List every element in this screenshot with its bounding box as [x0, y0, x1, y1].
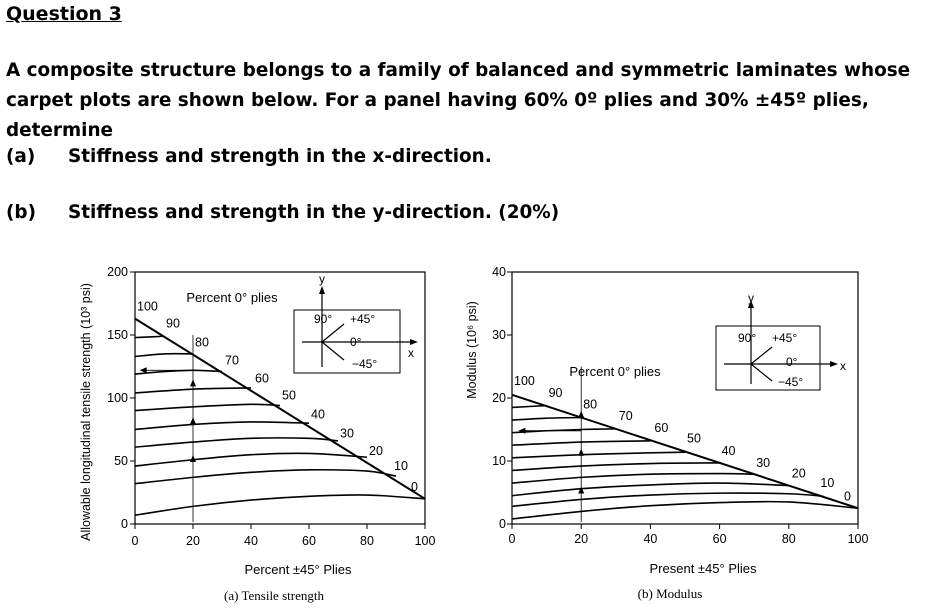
up-arrow-icon [578, 449, 584, 456]
series-curve-80 [135, 354, 193, 357]
chart-caption: (a) Tensile strength [224, 588, 324, 603]
percent-zero-label: 30 [340, 426, 354, 441]
envelope-line [512, 395, 858, 508]
x-tick-label: 80 [781, 532, 796, 546]
inset-title: Percent 0° plies [186, 290, 278, 305]
series-curve-20 [135, 453, 367, 466]
series-curve-30 [135, 438, 338, 447]
up-arrow-icon [578, 487, 584, 494]
inset-p45-label: +45° [772, 331, 798, 345]
item-b-text: Stiffness and strength in the y-direction. (20%) [68, 202, 560, 223]
percent-zero-label: 70 [225, 353, 239, 368]
x-tick-label: 100 [414, 534, 436, 548]
x-tick-label: 100 [847, 532, 869, 546]
inset-box [716, 326, 820, 390]
y-tick-label: 50 [114, 454, 128, 468]
series-curve-80 [512, 418, 581, 421]
question-heading: Question 3 [6, 3, 122, 25]
item-b-label: (b) [6, 202, 36, 223]
up-arrow-icon [190, 379, 196, 386]
inset-90-label: 90° [738, 331, 757, 345]
ply-orientation-inset [716, 291, 846, 390]
percent-zero-label: 0 [411, 479, 418, 494]
percent-zero-label: 90 [548, 386, 563, 401]
series-curve-40 [135, 422, 309, 430]
inset-m45-label: −45° [778, 375, 804, 389]
x-tick-label: 80 [360, 534, 374, 548]
y-tick-label: 0 [121, 517, 128, 531]
inset-x-label: x [840, 359, 846, 373]
inset-0-label: 0° [350, 335, 362, 349]
y-tick-label: 20 [492, 391, 506, 405]
up-arrow-icon [190, 417, 196, 424]
chart-caption: (b) Modulus [637, 586, 703, 601]
percent-zero-label: 50 [282, 388, 296, 403]
y-axis-label: Modulus (10⁶ psi) [465, 301, 479, 399]
percent-zero-label: 60 [255, 371, 269, 386]
question-intro: A composite structure belongs to a family of balanced and symmetric laminates whose carpet plots are shown below. For a panel having 60% 0º plies and 30% ±45º plies, determine [6, 60, 911, 141]
percent-zero-label: 50 [687, 431, 701, 446]
percent-zero-label: 10 [394, 458, 408, 473]
series-curve-90 [135, 336, 164, 337]
item-a-text: Stiffness and strength in the x-direction. [68, 146, 492, 167]
series-curve-50 [512, 452, 685, 458]
up-arrow-icon [190, 455, 196, 462]
x-arrowhead-icon [830, 361, 838, 367]
x-tick-label: 20 [574, 532, 589, 546]
y-axis-label: Allowable longitudinal tensile strength (10³ psi) [79, 283, 93, 541]
inset-y-label: y [748, 291, 754, 305]
percent-zero-label: 60 [654, 421, 669, 436]
percent-zero-label: 100 [137, 299, 158, 314]
inset-title: Percent 0° plies [569, 364, 661, 379]
plot-frame [512, 272, 858, 524]
percent-zero-label: 10 [820, 475, 835, 490]
percent-zero-label: 20 [369, 443, 383, 458]
series-curve-50 [135, 404, 280, 410]
x-tick-label: 20 [186, 534, 200, 548]
series-curve-0 [512, 502, 858, 519]
inset-0-label: 0° [786, 355, 798, 369]
data-curves [512, 395, 858, 519]
percent-zero-label: 80 [195, 335, 209, 350]
y-tick-label: 200 [107, 265, 128, 279]
y-tick-label: 100 [107, 391, 128, 405]
percent-zero-label: 90 [166, 316, 180, 331]
x-arrowhead-icon [410, 339, 418, 345]
percent-zero-label: 20 [791, 466, 806, 481]
percent-zero-label: 0 [844, 489, 851, 504]
y-tick-label: 0 [499, 517, 506, 531]
percent-zero-label: 100 [514, 373, 535, 388]
inset-90-label: 90° [314, 312, 333, 326]
inset-x-label: x [408, 346, 414, 360]
percent-zero-label: 70 [618, 408, 633, 423]
series-curve-30 [512, 474, 754, 483]
series-curve-0 [135, 495, 425, 515]
x-tick-label: 0 [508, 532, 516, 546]
series-curve-70 [135, 370, 222, 374]
x-tick-label: 60 [302, 534, 316, 548]
chart-tensile-strength [79, 265, 435, 603]
x-tick-label: 40 [643, 532, 658, 546]
y-tick-label: 30 [492, 328, 506, 342]
percent-zero-label: 80 [583, 397, 598, 412]
y-tick-label: 10 [492, 454, 506, 468]
inset-p45-label: +45° [350, 312, 376, 326]
left-arrow-icon [140, 367, 147, 373]
x-axis-label: Percent ±45° Plies [244, 562, 352, 577]
percent-zero-label: 30 [756, 456, 771, 471]
y-tick-label: 150 [107, 328, 128, 342]
inset-m45-label: −45° [352, 357, 378, 371]
percent-zero-label: 40 [721, 443, 736, 458]
item-a-label: (a) [6, 146, 36, 167]
ply-orientation-inset [294, 272, 418, 373]
chart-modulus [465, 265, 868, 601]
inset-y-label: y [319, 272, 325, 286]
up-arrow-icon [578, 411, 584, 418]
y-arrowhead-icon [319, 286, 325, 294]
x-axis-label: Present ±45° Plies [649, 561, 757, 576]
x-tick-label: 60 [712, 532, 727, 546]
x-tick-label: 0 [131, 534, 139, 548]
percent-zero-label: 40 [311, 407, 325, 422]
series-curve-90 [512, 406, 547, 408]
x-tick-label: 40 [244, 534, 258, 548]
y-tick-label: 40 [492, 265, 506, 279]
series-curve-40 [512, 463, 720, 471]
series-curve-10 [135, 470, 396, 484]
